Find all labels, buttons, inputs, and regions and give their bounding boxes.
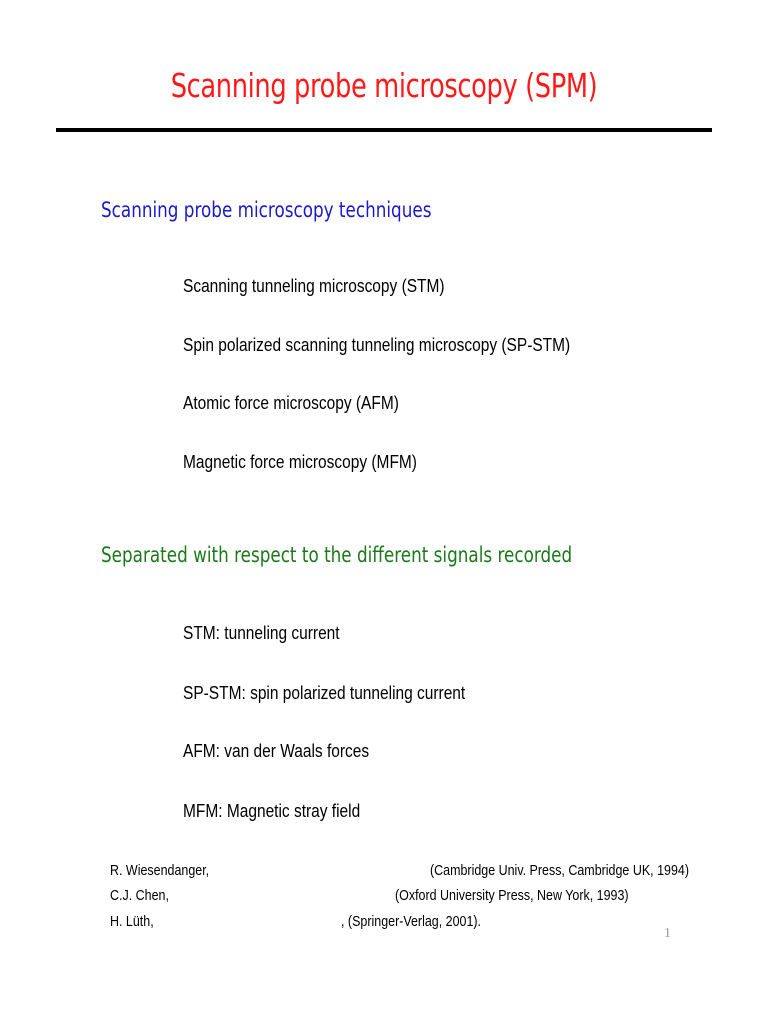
techniques-heading: Scanning probe microscopy techniques [101, 198, 432, 222]
signal-item-stm: STM: tunneling current [183, 623, 340, 643]
title-divider [56, 128, 712, 132]
technique-item-mfm: Magnetic force microscopy (MFM) [183, 452, 417, 472]
signals-heading: Separated with respect to the different signals recorded [101, 543, 573, 567]
technique-item-afm: Atomic force microscopy (AFM) [183, 393, 399, 413]
reference-author-2: C.J. Chen, [110, 888, 169, 904]
page-number: 1 [664, 926, 671, 941]
technique-item-sp-stm: Spin polarized scanning tunneling microscopy (SP-STM) [183, 335, 571, 355]
signal-item-sp-stm: SP-STM: spin polarized tunneling current [183, 683, 466, 703]
reference-publisher-2: (Oxford University Press, New York, 1993) [395, 888, 629, 904]
reference-publisher-1: (Cambridge Univ. Press, Cambridge UK, 1994) [430, 863, 689, 879]
reference-publisher-3: , (Springer-Verlag, 2001). [341, 914, 482, 930]
reference-author-1: R. Wiesendanger, [110, 863, 210, 879]
technique-item-stm: Scanning tunneling microscopy (STM) [183, 276, 445, 296]
signal-item-afm: AFM: van der Waals forces [183, 741, 370, 761]
slide-title: Scanning probe microscopy (SPM) [170, 66, 598, 105]
reference-author-3: H. Lüth, [110, 914, 154, 930]
signal-item-mfm: MFM: Magnetic stray field [183, 801, 361, 821]
